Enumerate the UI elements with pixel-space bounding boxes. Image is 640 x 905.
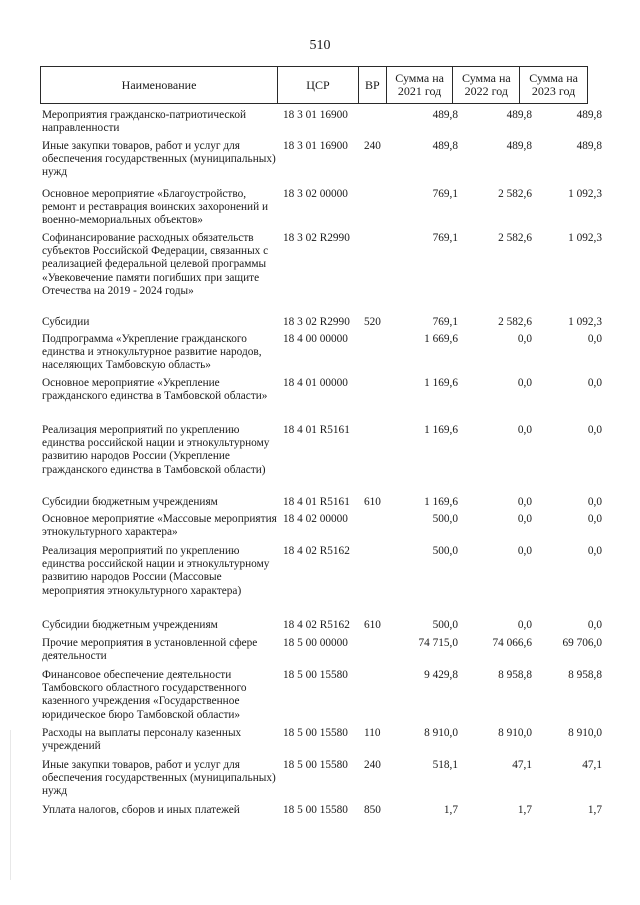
row-sum-2023: 1,7 [587, 804, 602, 816]
row-sum-2023: 0,0 [587, 619, 602, 631]
table-row [40, 106, 602, 137]
row-vr: 610 [364, 496, 381, 508]
table-row [40, 634, 602, 666]
row-sum-2022: 2 582,6 [498, 188, 532, 200]
row-csr: 18 3 01 16900 [283, 109, 348, 121]
row-sum-2023: 0,0 [587, 545, 602, 557]
header-vr: ВР [359, 67, 387, 103]
row-vr: 610 [364, 619, 381, 631]
table-row [40, 510, 602, 542]
row-name: Субсидии бюджетным учреждениям [42, 496, 218, 508]
row-sum-2023: 1 092,3 [568, 316, 602, 328]
row-sum-2022: 74 066,6 [492, 637, 532, 649]
row-sum-2023: 0,0 [587, 377, 602, 389]
table-row [40, 374, 602, 421]
scan-artifact-line [10, 730, 11, 880]
table-row [40, 137, 602, 185]
row-csr: 18 5 00 00000 [283, 637, 348, 649]
row-sum-2021: 1 169,6 [424, 496, 458, 508]
row-sum-2023: 8 910,0 [568, 727, 602, 739]
row-csr: 18 5 00 15580 [283, 669, 348, 681]
row-csr: 18 4 01 00000 [283, 377, 348, 389]
row-sum-2021: 500,0 [432, 513, 458, 525]
row-csr: 18 4 01 R5161 [283, 496, 350, 508]
page-number: 510 [309, 38, 331, 53]
row-sum-2023: 1 092,3 [568, 188, 602, 200]
row-sum-2023: 8 958,8 [568, 669, 602, 681]
header-sum-2021: Сумма на 2021 год [387, 67, 454, 103]
row-sum-2023: 0,0 [587, 333, 602, 345]
header-name: Наименование [41, 67, 278, 103]
row-vr: 520 [364, 316, 381, 328]
header-sum-2022: Сумма на 2022 год [453, 67, 520, 103]
table-row [40, 185, 602, 229]
row-sum-2021: 769,1 [432, 316, 458, 328]
row-sum-2021: 1 169,6 [424, 424, 458, 436]
table-row [40, 724, 602, 756]
table-header [40, 66, 588, 104]
row-sum-2022: 0,0 [517, 424, 532, 436]
row-name: Субсидии [42, 316, 90, 328]
row-vr: 240 [364, 140, 381, 152]
table-body [40, 106, 602, 819]
row-name: Иные закупки товаров, работ и услуг для обеспечения государственных (муниципальных) нужд [42, 140, 276, 179]
table-row [40, 756, 602, 801]
row-csr: 18 4 02 R5162 [283, 619, 350, 631]
row-sum-2021: 1 669,6 [424, 333, 458, 345]
row-name: Реализация мероприятий по укреплению единства российской нации и этнокультурному развитию народов России (Укрепление гражданского единства в Тамбовской области) [42, 424, 270, 476]
row-sum-2023: 0,0 [587, 496, 602, 508]
row-sum-2021: 769,1 [432, 232, 458, 244]
row-sum-2022: 0,0 [517, 377, 532, 389]
row-csr: 18 3 02 00000 [283, 188, 348, 200]
row-sum-2022: 47,1 [512, 759, 532, 771]
row-name: Прочие мероприятия в установленной сфере деятельности [42, 637, 258, 663]
row-csr: 18 5 00 15580 [283, 759, 348, 771]
row-sum-2021: 1 169,6 [424, 377, 458, 389]
row-name: Иные закупки товаров, работ и услуг для обеспечения государственных (муниципальных) нужд [42, 759, 276, 798]
row-sum-2023: 47,1 [582, 759, 602, 771]
table-row [40, 801, 602, 819]
row-sum-2021: 518,1 [432, 759, 458, 771]
row-sum-2021: 74 715,0 [418, 637, 458, 649]
row-sum-2021: 1,7 [443, 804, 458, 816]
row-csr: 18 5 00 15580 [283, 727, 348, 739]
row-csr: 18 3 02 R2990 [283, 316, 350, 328]
row-name: Субсидии бюджетным учреждениям [42, 619, 218, 631]
row-csr: 18 5 00 15580 [283, 804, 348, 816]
table-row [40, 616, 602, 634]
row-name: Основное мероприятие «Укрепление гражданского единства в Тамбовской области» [42, 377, 268, 403]
row-name: Уплата налогов, сборов и иных платежей [42, 804, 240, 816]
row-name: Реализация мероприятий по укреплению единства российской нации и этнокультурному развитию народов России (Массовые мероприятия этнокультурного характера) [42, 545, 270, 597]
row-sum-2022: 8 958,8 [498, 669, 532, 681]
header-csr: ЦСР [278, 67, 359, 103]
row-sum-2022: 1,7 [517, 804, 532, 816]
row-sum-2021: 489,8 [432, 140, 458, 152]
row-sum-2022: 489,8 [506, 140, 532, 152]
row-sum-2023: 489,8 [576, 140, 602, 152]
row-sum-2021: 489,8 [432, 109, 458, 121]
table-row [40, 330, 602, 374]
row-name: Подпрограмма «Укрепление гражданского единства и этнокультурное развитие народов, населяющих Тамбовскую область» [42, 333, 262, 372]
table-row [40, 313, 602, 330]
row-csr: 18 4 01 R5161 [283, 424, 350, 436]
row-sum-2022: 489,8 [506, 109, 532, 121]
row-sum-2022: 8 910,0 [498, 727, 532, 739]
table-row [40, 493, 602, 510]
header-sum-2023: Сумма на 2023 год [529, 71, 578, 98]
row-csr: 18 4 02 R5162 [283, 545, 350, 557]
row-sum-2023: 489,8 [576, 109, 602, 121]
row-sum-2021: 500,0 [432, 545, 458, 557]
row-sum-2022: 0,0 [517, 333, 532, 345]
row-csr: 18 3 02 R2990 [283, 232, 350, 244]
row-vr: 110 [364, 727, 381, 739]
row-name: Софинансирование расходных обязательств субъектов Российской Федерации, связанных с реализацией федеральной целевой программы «Увековечение памяти погибших при защите Отечества на 2019 - 2024 годы» [42, 232, 269, 297]
row-name: Финансовое обеспечение деятельности Тамбовского областного государственного казенного учреждения «Государственное юридическое бюро Тамбовской области» [42, 669, 247, 721]
row-sum-2023: 1 092,3 [568, 232, 602, 244]
row-sum-2022: 2 582,6 [498, 232, 532, 244]
row-name: Расходы на выплаты персоналу казенных учреждений [42, 727, 242, 753]
row-sum-2021: 8 910,0 [424, 727, 458, 739]
row-sum-2021: 9 429,8 [424, 669, 458, 681]
row-sum-2023: 0,0 [587, 424, 602, 436]
table-row [40, 421, 602, 493]
row-sum-2022: 0,0 [517, 513, 532, 525]
row-csr: 18 4 02 00000 [283, 513, 348, 525]
row-sum-2021: 500,0 [432, 619, 458, 631]
row-sum-2022: 2 582,6 [498, 316, 532, 328]
row-name: Основное мероприятие «Благоустройство, ремонт и реставрация воинских захоронений и военно-мемориальных объектов» [42, 188, 269, 227]
row-name: Основное мероприятие «Массовые мероприятия этнокультурного характера» [42, 513, 277, 539]
table-row [40, 229, 602, 313]
row-sum-2023: 0,0 [587, 513, 602, 525]
row-csr: 18 4 00 00000 [283, 333, 348, 345]
row-name: Мероприятия гражданско-патриотической направленности [42, 109, 247, 135]
row-sum-2022: 0,0 [517, 619, 532, 631]
row-vr: 240 [364, 759, 381, 771]
table-row [40, 666, 602, 724]
table-row [40, 542, 602, 616]
row-sum-2022: 0,0 [517, 545, 532, 557]
row-sum-2022: 0,0 [517, 496, 532, 508]
row-vr: 850 [364, 804, 381, 816]
row-sum-2023: 69 706,0 [562, 637, 602, 649]
row-sum-2021: 769,1 [432, 188, 458, 200]
row-csr: 18 3 01 16900 [283, 140, 348, 152]
